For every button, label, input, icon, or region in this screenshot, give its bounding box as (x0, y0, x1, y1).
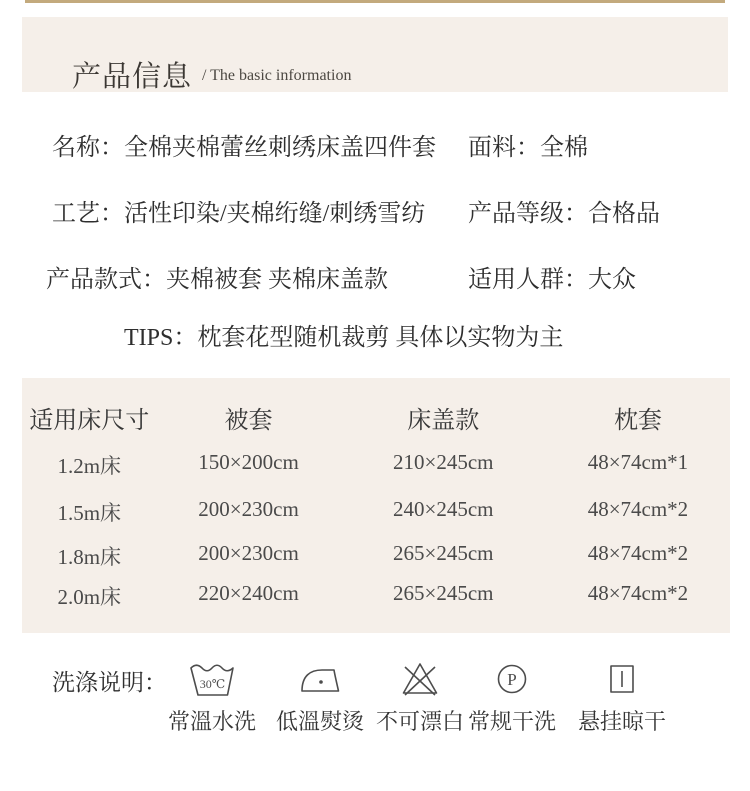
wash-item-label: 悬挂晾干 (577, 709, 667, 734)
hang-dry-icon (607, 663, 637, 695)
no-bleach-icon (402, 661, 438, 697)
cell-bedspread: 240×245cm (393, 497, 494, 521)
wash-item-label: 低溫熨烫 (275, 709, 365, 734)
wash-item-low-iron (276, 658, 364, 736)
wash-30c-icon (189, 661, 235, 697)
cell-pillowcase: 48×74cm*1 (587, 450, 689, 474)
column-header-pillowcase: 枕套 (613, 408, 662, 434)
iron-icon (297, 663, 343, 695)
top-accent-line (25, 0, 725, 3)
cell-pillowcase: 48×74cm*2 (587, 541, 689, 565)
svg-text:P: P (507, 670, 517, 689)
wash-item-no-bleach (376, 658, 464, 736)
cell-bed-size: 1.2m床 (57, 454, 122, 478)
cell-bed-size: 2.0m床 (57, 585, 122, 609)
section-header (22, 17, 728, 92)
wash-item-label: 不可漂白 (375, 709, 465, 734)
attr-style: 产品款式：夹棉被套 夹棉床盖款 (46, 267, 388, 293)
cell-duvet-cover: 200×230cm (198, 541, 299, 565)
wash-item-label: 常溫水洗 (167, 709, 257, 734)
cell-duvet-cover: 220×240cm (198, 581, 299, 605)
cell-bed-size: 1.8m床 (57, 545, 122, 569)
cell-bedspread: 210×245cm (393, 450, 494, 474)
wash-item-hang-dry (578, 658, 666, 736)
washing-instructions-label: 洗涤说明： (52, 670, 167, 695)
page-subtitle: / The basic information (202, 67, 352, 84)
cell-pillowcase: 48×74cm*2 (587, 497, 689, 521)
cell-bedspread: 265×245cm (393, 581, 494, 605)
svg-text:30℃: 30℃ (199, 677, 226, 691)
size-table-panel (22, 378, 730, 633)
column-header-bedspread: 床盖款 (407, 408, 480, 434)
attr-product-name: 名称：全棉夹棉蕾丝刺绣床盖四件套 (52, 135, 436, 161)
column-header-bed-size: 适用床尺寸 (29, 408, 150, 434)
dry-clean-icon (495, 662, 529, 696)
attr-craft: 工艺：活性印染/夹棉绗缝/刺绣雪纺 (52, 201, 426, 227)
tips-note: TIPS：枕套花型随机裁剪 具体以实物为主 (124, 325, 564, 351)
table-row (22, 450, 730, 480)
cell-bedspread: 265×245cm (393, 541, 494, 565)
column-header-duvet-cover: 被套 (224, 408, 273, 434)
table-row (22, 581, 730, 611)
table-row (22, 541, 730, 571)
attr-grade: 产品等级：合格品 (468, 201, 660, 227)
attr-fabric: 面料：全棉 (468, 135, 588, 161)
size-table-header-row (22, 400, 730, 435)
cell-pillowcase: 48×74cm*2 (587, 581, 689, 605)
cell-duvet-cover: 200×230cm (198, 497, 299, 521)
attr-audience: 适用人群：大众 (468, 267, 636, 293)
cell-bed-size: 1.5m床 (57, 501, 122, 525)
wash-item-dry-clean (468, 658, 556, 736)
table-row (22, 497, 730, 527)
page-title: 产品信息 (72, 61, 193, 93)
wash-item-normal-wash (168, 658, 256, 736)
wash-item-label: 常规干洗 (467, 709, 557, 734)
cell-duvet-cover: 150×200cm (198, 450, 299, 474)
